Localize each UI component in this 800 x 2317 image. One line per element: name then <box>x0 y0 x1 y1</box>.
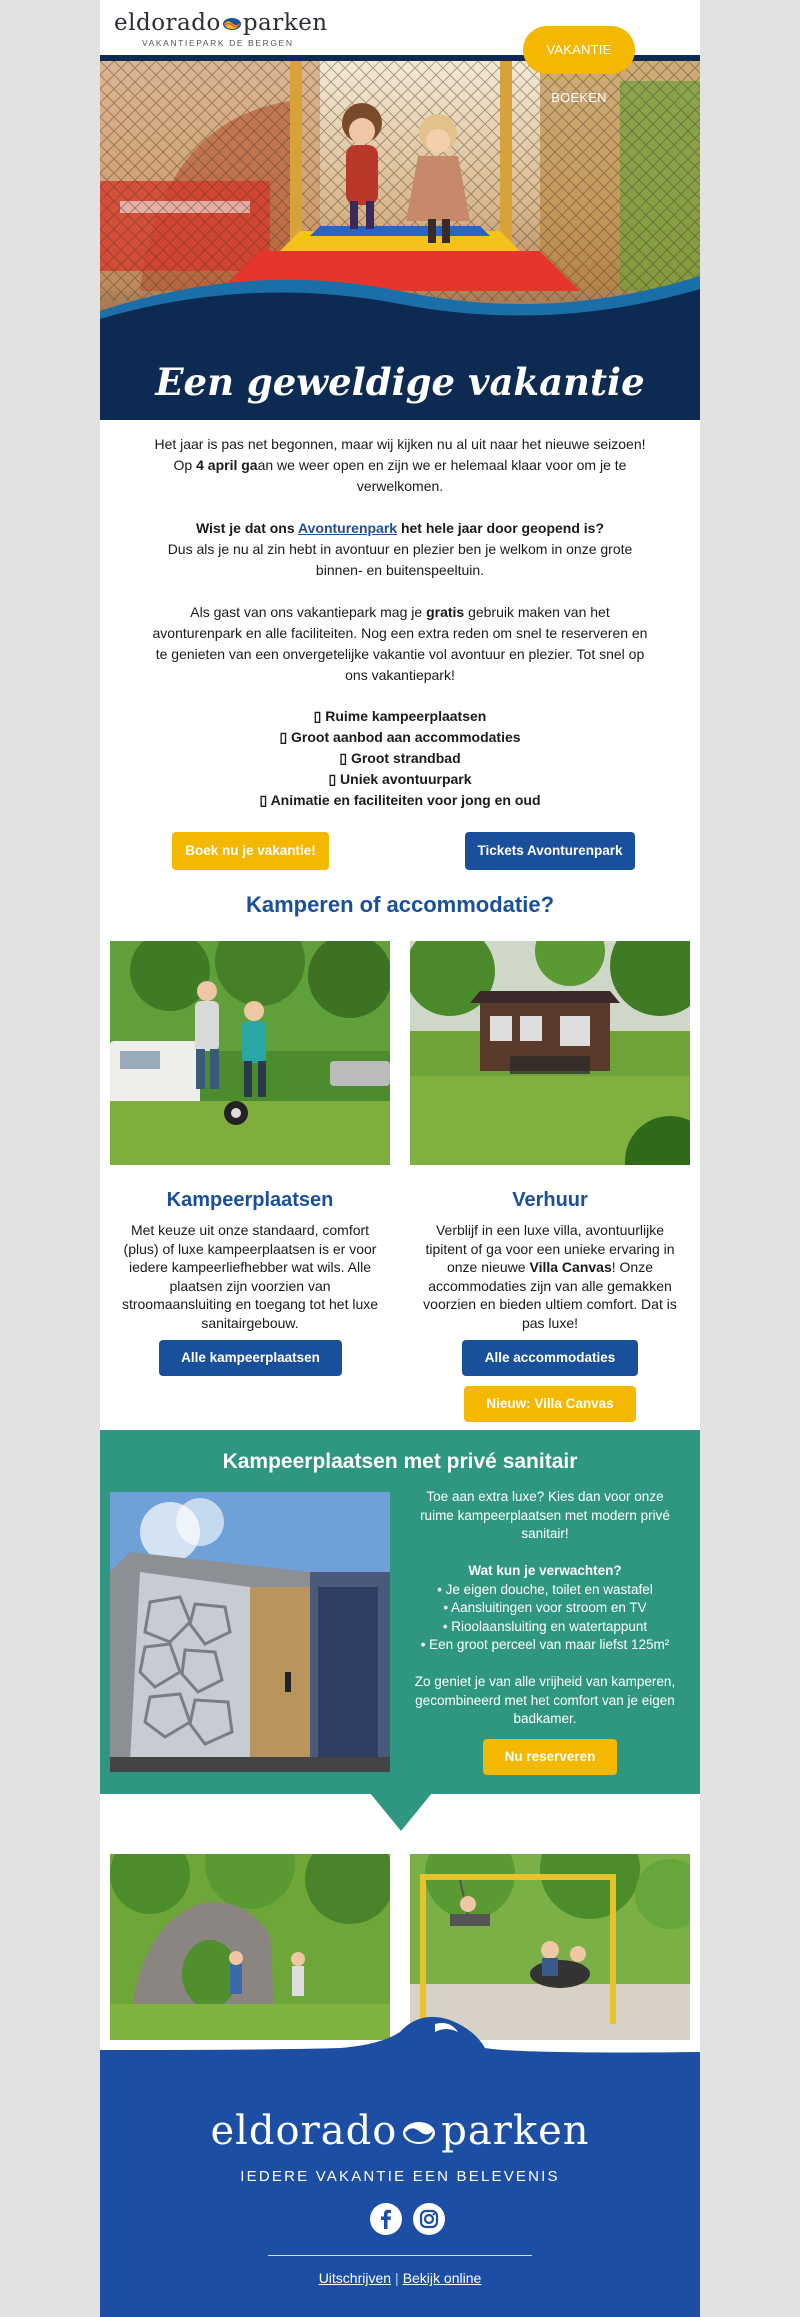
email-body <box>100 0 700 2317</box>
view-online-link[interactable]: Bekijk online <box>402 2270 482 2286</box>
all-campsites-button[interactable]: Alle kampeerplaatsen <box>159 1340 342 1376</box>
unsubscribe-link[interactable]: Uitschrijven <box>318 2270 392 2286</box>
villa-canvas-bold: Villa Canvas <box>529 1259 612 1275</box>
verhuur-text-a: Verblijf in een luxe villa, avontuurlijke tipitent of ga voor een unieke ervaring in onze nieuwe <box>425 1222 675 1275</box>
private-feature-item: • Aansluitingen voor stroom en TV <box>443 1600 647 1615</box>
hero-title: Een geweldige vakantie <box>155 360 645 404</box>
private-intro: Toe aan extra luxe? Kies dan voor onze ruime kampeerplaatsen met modern privé sanitair! <box>420 1489 670 1541</box>
hero-image <box>100 61 700 361</box>
intro-p3-bold: gratis <box>426 604 465 620</box>
private-feature-item: • Een groot perceel van maar liefst 125m² <box>420 1637 670 1652</box>
campsite-photo <box>110 941 390 1165</box>
footer-wave-icon <box>100 2010 700 2058</box>
logo-word-2: parken <box>242 10 328 36</box>
intro-paragraph-2 <box>150 518 650 581</box>
intro-p1-text-b: an we weer open en zijn we er helemaal klaar voor om je te verwelkomen. <box>257 457 627 494</box>
kampeerplaatsen-text: Met keuze uit onze standaard, comfort (plus) of luxe kampeerplaatsen is er voor iedere kampeerliefhebber wat wils. Alle plaatsen zijn voorzien van stroomaansluiting en toegang tot het luxe sanitairgebouw. <box>121 1222 379 1331</box>
reserve-now-button[interactable]: Nu reserveren <box>483 1739 617 1775</box>
facebook-icon[interactable] <box>370 2203 402 2235</box>
private-sanitary-title: Kampeerplaatsen met privé sanitair <box>222 1450 578 1473</box>
intro-p2-bold-b: het hele jaar door geopend is? <box>397 520 605 536</box>
logo-subtitle: VAKANTIEPARK DE BERGEN <box>142 38 294 48</box>
private-outro: Zo geniet je van alle vrijheid van kamperen, gecombineerd met het comfort van je eigen badkamer. <box>414 1674 676 1726</box>
instagram-icon[interactable] <box>413 2203 445 2235</box>
book-vacation-button[interactable]: VAKANTIE BOEKEN <box>523 26 635 74</box>
intro-p3-text-a: Als gast van ons vakantiepark mag je <box>190 604 427 620</box>
usp-item: ▯ Groot strandbad <box>339 750 461 766</box>
intro-text <box>150 434 650 707</box>
private-feature-item: • Je eigen douche, toilet en wastafel <box>437 1581 653 1597</box>
section-pointer-arrow <box>370 1793 432 1831</box>
kampeerplaatsen-title: Kampeerplaatsen <box>166 1189 334 1211</box>
intro-p1-date: 4 april ga <box>196 457 258 473</box>
sanitary-unit-photo <box>110 1492 390 1772</box>
footer-tagline: IEDERE VAKANTIE EEN BELEVENIS <box>240 2168 560 2185</box>
footer-logo[interactable] <box>100 2108 700 2154</box>
private-feature-item: • Rioolaansluiting en watertappunt <box>442 1618 648 1634</box>
usp-item: ▯ Animatie en faciliteiten voor jong en oud <box>259 792 541 808</box>
tickets-avonturenpark-button[interactable]: Tickets Avonturenpark <box>465 832 635 870</box>
private-sanitary-text <box>410 1488 680 1729</box>
logo-wave-icon <box>401 2120 437 2146</box>
book-now-button[interactable]: Boek nu je vakantie! <box>172 832 329 870</box>
footer-link-separator: | <box>395 2270 399 2286</box>
intro-paragraph-3 <box>150 602 650 686</box>
logo-word-1: eldorado <box>114 10 221 36</box>
footer-divider <box>268 2255 532 2256</box>
intro-p3-text-b: gebruik maken van het avonturenpark en alle faciliteiten. Nog een extra reden om snel te reserveren en te genieten van een onvergetelijke vakantie vol avontuur en plezier. Tot snel op ons vakantiepark! <box>152 604 648 683</box>
usp-item: ▯ Groot aanbod aan accommodaties <box>279 729 521 745</box>
footer-logo-word-1: eldorado <box>210 2108 398 2154</box>
verhuur-title: Verhuur <box>512 1189 588 1211</box>
chalet-photo <box>410 941 690 1165</box>
usp-item: ▯ Uniek avontuurpark <box>328 771 472 787</box>
section-title: Kamperen of accommodatie? <box>245 892 555 917</box>
intro-paragraph-1 <box>150 434 650 497</box>
verhuur-text <box>420 1221 680 1332</box>
usp-list <box>150 706 650 811</box>
all-accommodations-button[interactable]: Alle accommodaties <box>462 1340 638 1376</box>
brand-logo[interactable] <box>114 10 328 36</box>
usp-item: ▯ Ruime kampeerplaatsen <box>313 708 487 724</box>
footer-logo-word-2: parken <box>441 2108 590 2154</box>
intro-p2-bold-a: Wist je dat ons <box>195 520 299 536</box>
intro-p1-text-a: Het jaar is pas net begonnen, maar wij kijken nu al uit naar het nieuwe seizoen! Op <box>154 436 646 473</box>
logo-wave-icon <box>222 17 242 31</box>
verhuur-text-b: ! Onze accommodaties zijn van alle gemakken voorzien en bieden ultiem comfort. Dat is pas luxe! <box>423 1259 677 1331</box>
intro-p2-text: Dus als je nu al zin hebt in avontuur en plezier ben je welkom in onze grote binnen- en buitenspeeltuin. <box>167 541 633 578</box>
expect-title: Wat kun je verwachten? <box>468 1563 622 1578</box>
villa-canvas-button[interactable]: Nieuw: Villa Canvas <box>464 1386 636 1422</box>
avonturenpark-link[interactable]: Avonturenpark <box>298 520 398 536</box>
footer-links <box>100 2270 700 2286</box>
